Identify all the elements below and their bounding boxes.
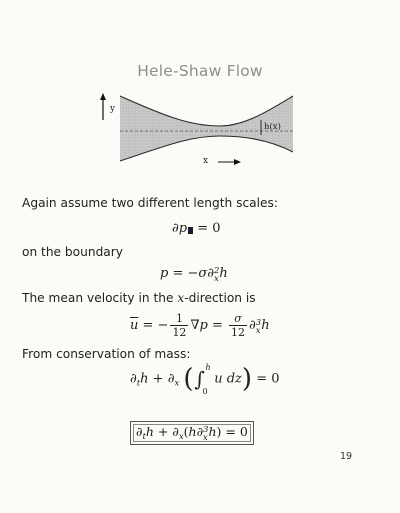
- text-length-scales: Again assume two different length scales:: [22, 196, 278, 210]
- equation-mass-conservation: $\partial_th + \partial_x$ (∫ h 0 u dz) = 0: [130, 363, 280, 396]
- page-number: 19: [340, 451, 353, 462]
- equation-boundary-pressure: ∂p = 0: [172, 221, 221, 236]
- equation-laplace-pressure: p = −σ∂2 xh: [160, 266, 228, 284]
- text-mean-velocity: The mean velocity in the x-direction is: [22, 291, 256, 305]
- text-conservation: From conservation of mass:: [22, 347, 191, 361]
- page-title: Hele-Shaw Flow: [137, 62, 263, 80]
- hele-shaw-figure: [95, 92, 300, 170]
- text-on-boundary: on the boundary: [22, 245, 123, 259]
- y-axis-label: y: [110, 104, 116, 114]
- y-arrow-head: [100, 93, 106, 100]
- x-arrow-head: [234, 159, 241, 165]
- h-of-x-label: h(x): [264, 122, 281, 132]
- boxed-thin-film-equation: $\partial_th + \partial_x(h\partial 3$ xh) = 0: [130, 421, 254, 445]
- x-axis-label: x: [203, 156, 209, 166]
- equation-mean-velocity: $\overline{u}$ = − $\frac{1}{12}$ ∇p = $\frac{\sigma}{12}$ ∂3 xh: [130, 312, 270, 339]
